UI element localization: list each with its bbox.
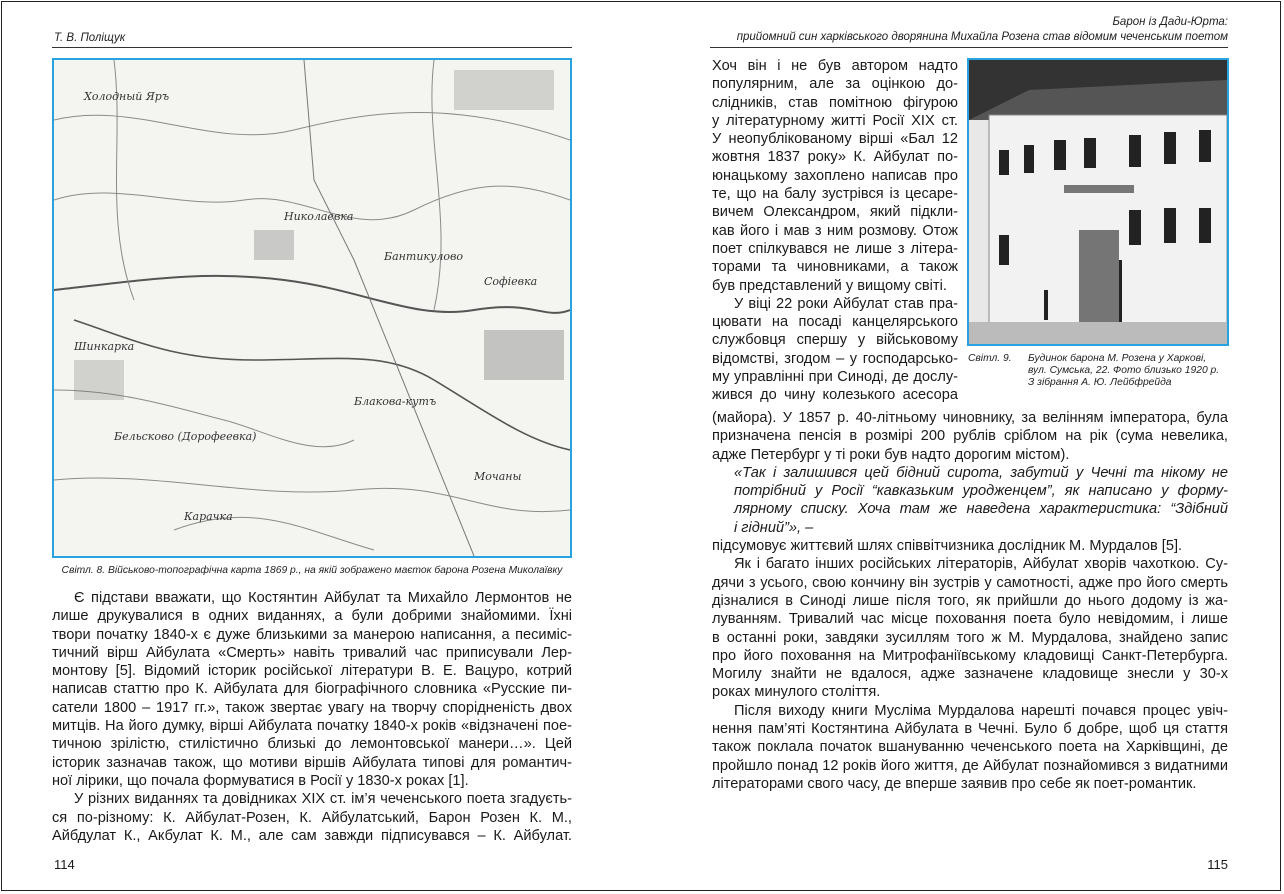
map-label: Шинкарка bbox=[74, 340, 135, 353]
text-line: також поклала початок вшануванню чеченського поета на Харківщині, де bbox=[712, 739, 1228, 756]
text-line: лише друкувалися в одних виданнях, а були добрими знайомими. Їхні bbox=[52, 608, 572, 625]
text-line: монтову [5]. Відомий історик російської літератури В. Е. Вацуро, котрий bbox=[52, 663, 572, 680]
text-line: жився до чину колезького асесора bbox=[712, 387, 958, 404]
text-line: луванням. Тривалий час місце поховання поета було невідомим, і лише bbox=[712, 611, 1228, 628]
text-line: вичем Олександром, який підкли- bbox=[712, 204, 958, 221]
right-column-text bbox=[712, 57, 958, 405]
figure-9-label: Світл. 9. bbox=[968, 353, 1012, 364]
text-line: (майора). У 1857 р. 40-літньому чиновнику, за велінням імператора, була bbox=[712, 410, 1228, 426]
text-line: ної лірики, що почала формуватися в Росії у 1830-х роках [1]. bbox=[52, 772, 469, 789]
map-figure bbox=[52, 58, 572, 558]
text-line: літераторами свого часу, де вперше заявив про себе як поет-романтик. bbox=[712, 775, 1197, 792]
text-line: Як і багато інших російських літераторів, Айбулат хворів чахоткою. Су- bbox=[734, 556, 1228, 573]
text-line: У неопублікованому вірші «Бал 12 bbox=[712, 131, 958, 148]
text-line: цювати на посаді канцелярського bbox=[712, 314, 958, 331]
text-line: був представлений у вищому світі. bbox=[712, 277, 947, 294]
text-line: дізналися в Синоді лише після того, як прийшли до нього додому із жа- bbox=[712, 592, 1228, 609]
text-line: поет спілкувався не лише з літера- bbox=[712, 240, 958, 257]
text-line: твори початку 1840-х є дуже близькими за манерою написання, а песиміс- bbox=[52, 626, 572, 643]
map-label: Холодный Яръ bbox=[84, 90, 170, 103]
text-line: популярним, але за оцінкою до- bbox=[712, 76, 958, 93]
left-body-text bbox=[52, 589, 572, 845]
right-header-rule bbox=[710, 47, 1228, 48]
text-line: слідників, став помітною фігурою bbox=[712, 94, 958, 111]
text-line: Айбдулат К., Акбулат К. М., але сам завжди підписувався – К. Айбулат. bbox=[52, 827, 572, 844]
text-line: Є підстави вважати, що Костянтин Айбулат та Михайло Лермонтов не bbox=[74, 590, 572, 606]
text-line: нення пам’яті Костянтина Айбулата в Чечні. Було б добре, щоб ця стаття bbox=[712, 721, 1228, 738]
text-line: жовтня 1837 року» К. Айбулат по- bbox=[712, 149, 958, 166]
map-label: Бельсково (Дорофеевка) bbox=[114, 430, 257, 443]
text-line: У різних виданнях та довідниках XIX ст. ім’я чеченського поета згадуєть- bbox=[74, 791, 572, 808]
text-line: службовця спершу у військовому bbox=[712, 332, 958, 349]
text-line: сатели 1800 – 1917 гг.», також звертає увагу на творчу спорідненість двох bbox=[52, 699, 572, 716]
figure-9-caption bbox=[1028, 353, 1219, 389]
map-label: Бантикулово bbox=[384, 250, 464, 263]
text-line: дячи з усього, свою кончину він зустрів у самотності, адже про його смерть bbox=[712, 574, 1228, 591]
text-line: юнацькому захоплено написав про bbox=[712, 167, 958, 184]
text-line: у літературному житті Росії XIX ст. bbox=[712, 112, 958, 129]
right-body-text bbox=[712, 409, 1228, 793]
text-line: Після виходу книги Мусліма Мурдалова нарешті почався процес увіч- bbox=[734, 702, 1228, 719]
text-line: адже Петербург у ті роки був надто дорогим містом). bbox=[712, 446, 1070, 463]
right-page-number: 115 bbox=[1207, 857, 1228, 872]
text-line: Хоч він і не був автором надто bbox=[712, 58, 958, 74]
text-line: призначена пенсія в розмірі 200 рублів сріблом на рік (сума невелика, bbox=[712, 428, 1228, 445]
map-label: Софіевка bbox=[484, 275, 538, 288]
left-header-rule bbox=[52, 47, 572, 48]
text-line: написав статтю про К. Айбулата для біографічного словника «Русские пи- bbox=[52, 681, 572, 698]
text-line: тичний вірш Айбулата «Смерть» навіть тривалий час приписували Лер- bbox=[52, 644, 572, 661]
text-line: кав його і мав з ним розмову. Отож bbox=[712, 222, 958, 239]
text-line: Могилу знайти не вдалося, адже зазначене кладовище знесли у 30-х bbox=[712, 666, 1228, 683]
text-line: в останні роки, завдяки зусиллям того ж М. Мурдалова, знайдено запис bbox=[712, 629, 1228, 646]
map-label: Мочаны bbox=[474, 470, 522, 483]
text-line: те, що на балу зустрівся із цесаре- bbox=[712, 186, 958, 203]
right-running-header-subtitle: прийомний син харківського дворянина Михайла Розена став відомим чеченським поетом bbox=[736, 31, 1228, 43]
text-line: му управлінні при Синоді, де дослу- bbox=[712, 369, 958, 386]
text-line: і гідний”», – bbox=[734, 519, 814, 536]
text-line: потрібний у Росії “кавказьким уродженцем”, як написано у форму- bbox=[734, 483, 1228, 500]
text-line: ся по-різному: К. Айбулат-Розен, К. Айбулатський, Барон Розен К. М., bbox=[52, 809, 572, 826]
house-photo-image bbox=[969, 60, 1227, 344]
text-line: митців. На його думку, вірші Айбулата початку 1840-х років «відзначені пое- bbox=[52, 718, 572, 735]
text-line: тичною зрілістю, стилістично близькі до лемонтовської манери…». Цей bbox=[52, 736, 572, 753]
right-running-header-title: Барон із Дади-Юрта: bbox=[1112, 16, 1228, 28]
text-line: про його поховання на Митрофаніївському кладовищі Санкт-Петербурга. bbox=[712, 647, 1228, 664]
text-line: роках минулого століття. bbox=[712, 684, 881, 701]
text-line: торами та чиновниками, а також bbox=[712, 259, 958, 276]
text-line: пройшло понад 12 років його життя, де Айбулат познайомився з видатними bbox=[712, 757, 1228, 774]
map-label: Николаевка bbox=[284, 210, 354, 223]
text-line: лярному списку. Хоча там же наведена характеристика: “Здібний bbox=[734, 501, 1228, 518]
text-line: відомстві, згодом – у господарсько- bbox=[712, 350, 958, 367]
left-page-number: 114 bbox=[54, 857, 75, 872]
topographic-map-image bbox=[54, 60, 570, 556]
caption-line: З зібрання А. Ю. Лейбфрейда bbox=[1028, 377, 1172, 388]
caption-line: Будинок барона М. Розена у Харкові, bbox=[1028, 353, 1207, 364]
text-line: У віці 22 роки Айбулат став пра- bbox=[734, 295, 958, 312]
figure-8-caption: Світл. 8. Військово-топографічна карта 1869 р., на якій зображено маєток барона Розена Миколаївку bbox=[61, 565, 563, 576]
house-photo-figure bbox=[967, 58, 1229, 346]
left-running-header: Т. В. Поліщук bbox=[54, 32, 126, 44]
map-label: Карачка bbox=[184, 510, 233, 523]
map-label: Блакова-кутъ bbox=[354, 395, 437, 408]
text-line: історик зазначав також, що мотиви віршів Айбулата типові для романтич- bbox=[52, 754, 572, 771]
text-line: «Так і залишився цей бідний сирота, забутий у Чечні та нікому не bbox=[734, 464, 1228, 481]
caption-line: вул. Сумська, 22. Фото близько 1920 р. bbox=[1028, 365, 1220, 376]
text-line: підсумовує життєвий шлях співвітчизника дослідник М. Мурдалов [5]. bbox=[712, 538, 1183, 555]
